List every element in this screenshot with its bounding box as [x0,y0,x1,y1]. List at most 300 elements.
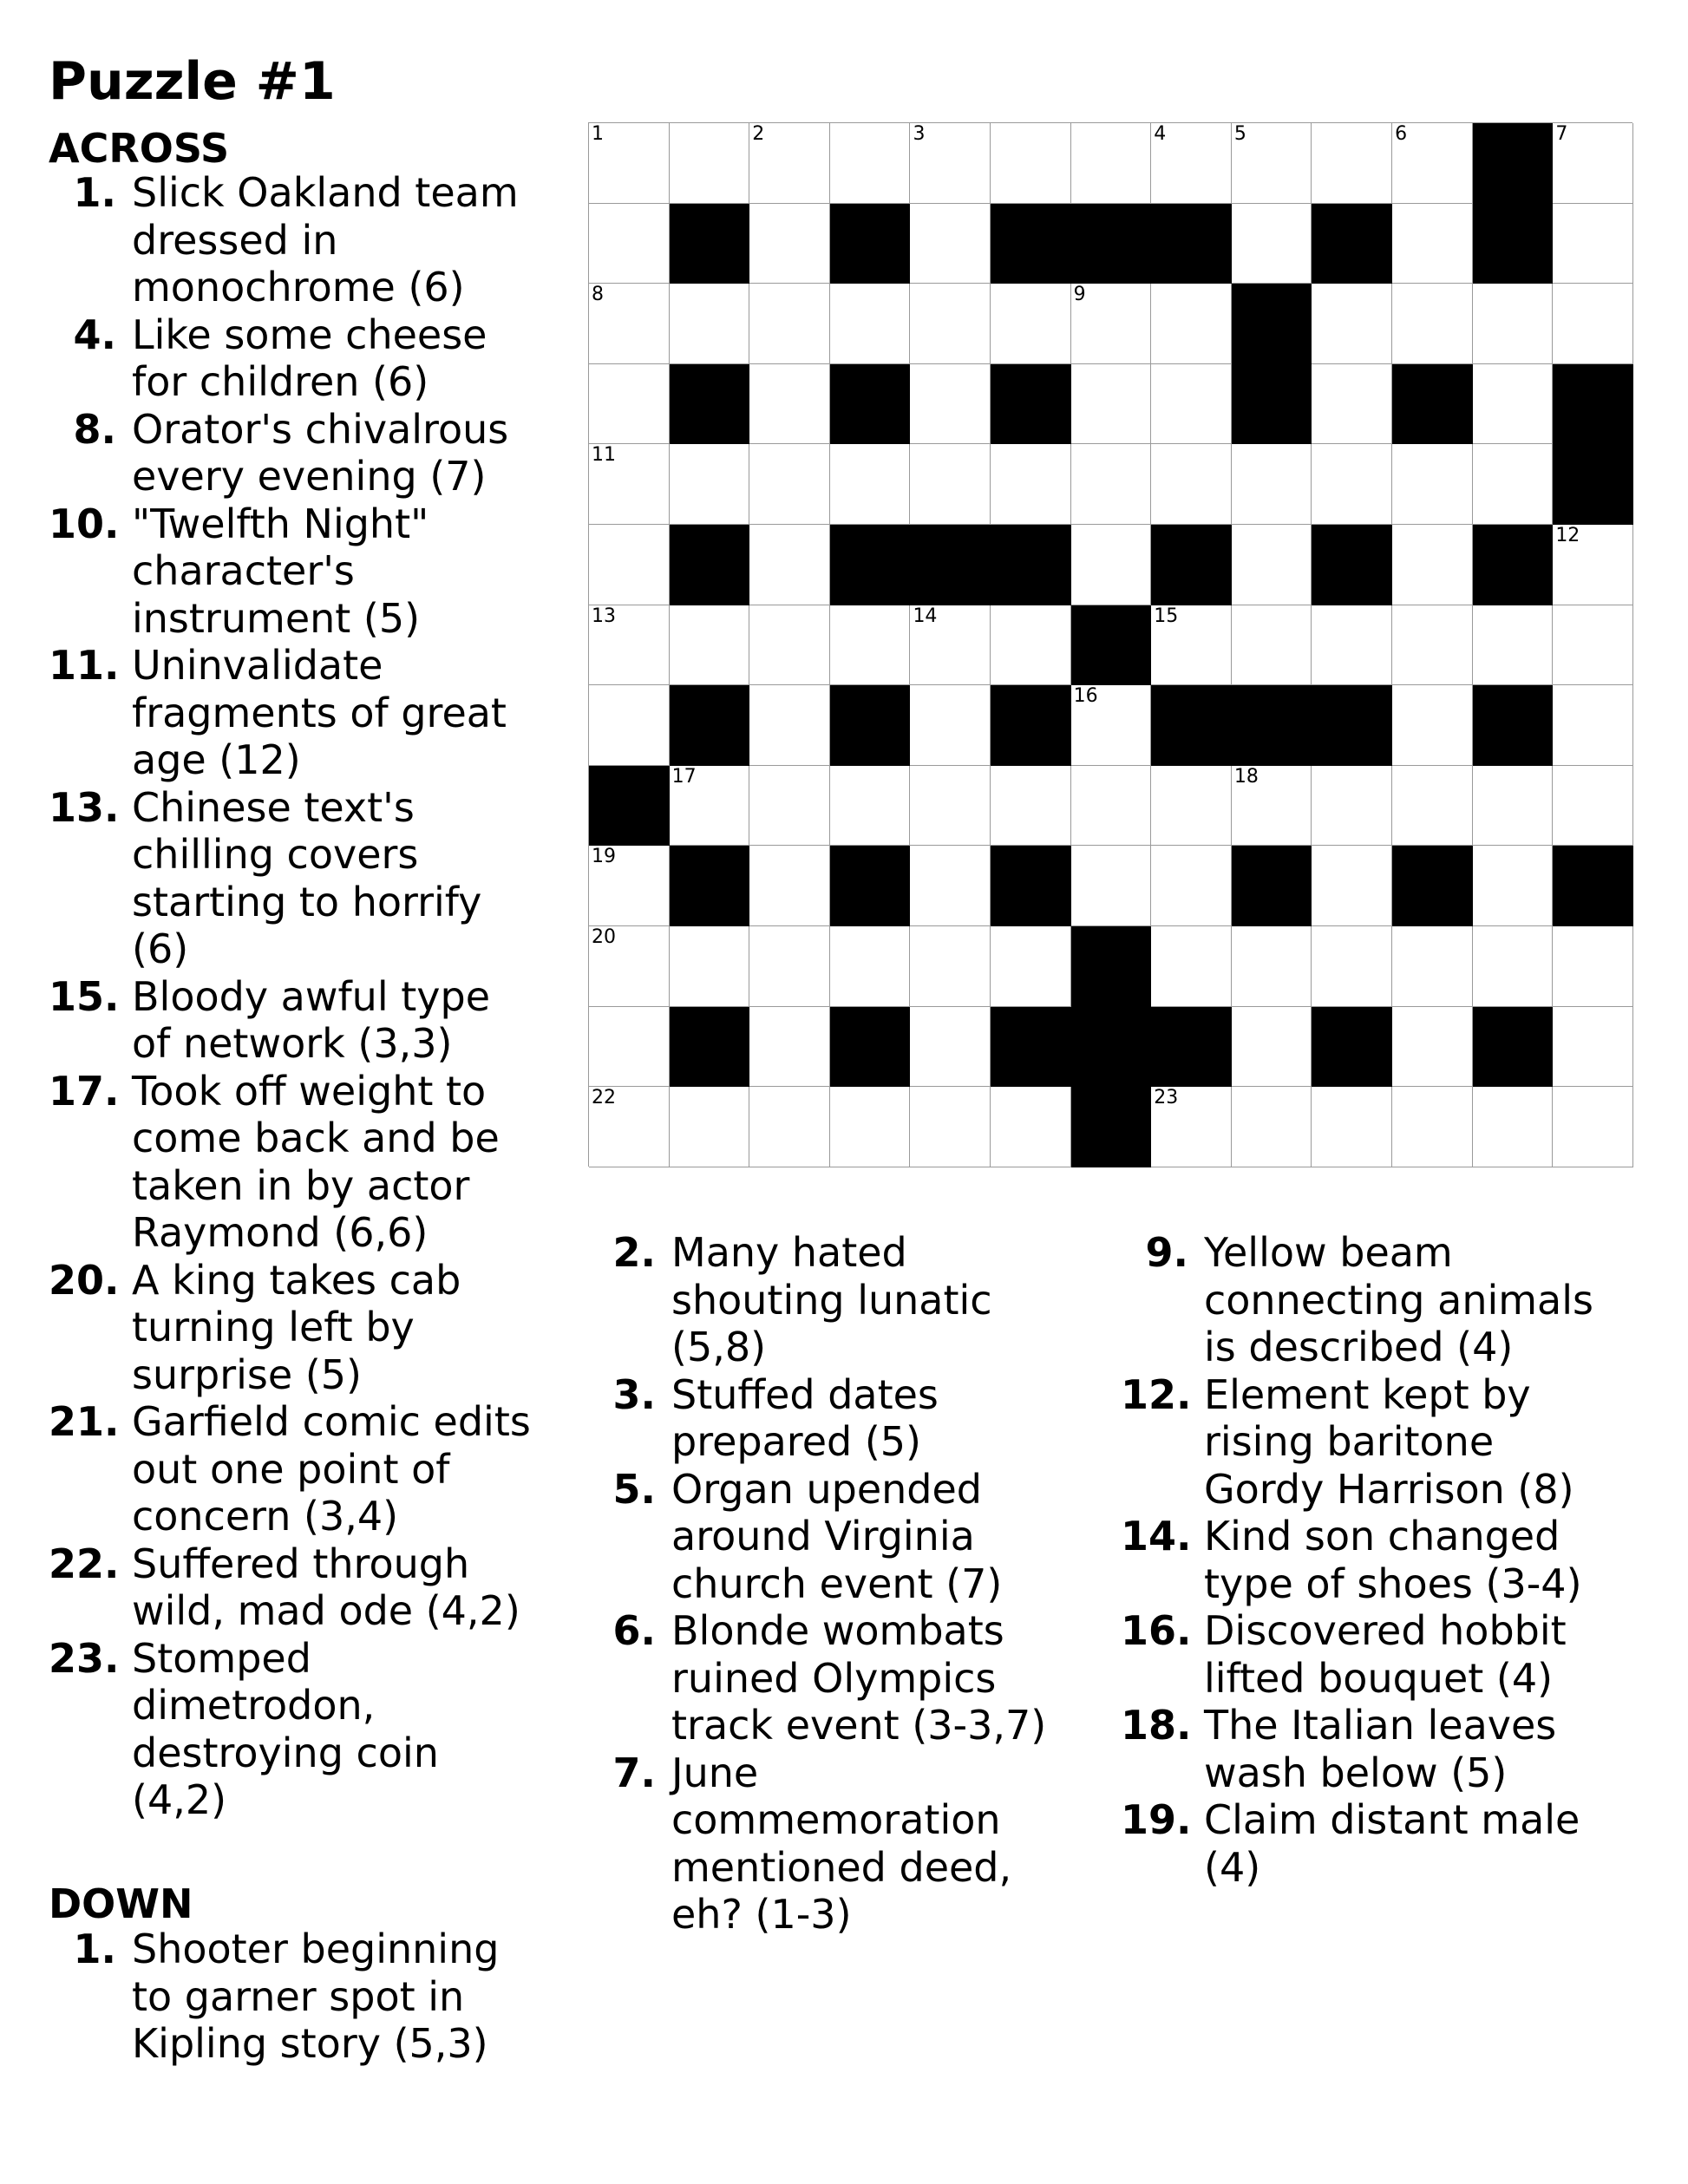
grid-cell[interactable] [1392,1087,1473,1167]
grid-cell[interactable] [1553,204,1633,284]
clue-text-line: out one point of [132,1445,450,1493]
clue-text-line: come back and be [132,1115,500,1161]
across-heading: ACROSS [49,125,230,172]
crossword-grid [588,122,1632,1167]
grid-cell[interactable] [1232,926,1312,1007]
grid-cell-block [991,364,1071,445]
grid-cell[interactable] [1473,364,1554,445]
grid-cell-block [1553,444,1633,525]
clue-text-line: Kind son changed [1204,1513,1560,1560]
grid-cell[interactable] [1392,1007,1473,1088]
clue-number: 23. [49,1634,120,1682]
grid-cell[interactable] [1553,1007,1633,1088]
clue-item [49,1257,569,1399]
grid-cell-block [991,204,1071,284]
grid-cell[interactable] [1392,284,1473,364]
clue-item [1121,1607,1676,1702]
grid-cell-block [991,846,1071,926]
grid-cell-block [1473,525,1554,605]
grid-cell[interactable] [670,284,750,364]
grid-cell[interactable] [1151,364,1232,445]
grid-cell[interactable] [749,846,830,926]
clue-text-line: Took off weight to [132,1067,487,1115]
grid-cell[interactable] [749,123,830,204]
grid-cell[interactable] [1232,525,1312,605]
grid-cell-block [1151,525,1232,605]
grid-cell-block [991,1007,1071,1088]
grid-cell-block [1473,204,1554,284]
clue-text-line: A king takes cab [132,1256,461,1304]
cell-number: 12 [1555,525,1580,547]
clue-item [49,1068,569,1257]
clue-text-line: character's [132,547,355,594]
cell-number: 2 [752,123,765,145]
clue-text-line: around Virginia [671,1513,975,1560]
clue-item [49,311,569,406]
cell-number: 13 [592,605,616,627]
grid-cell[interactable] [1473,1087,1554,1167]
grid-cell-block [1553,846,1633,926]
clue-text-line: is described (4) [1204,1324,1514,1370]
grid-cell[interactable] [589,685,670,766]
grid-cell[interactable] [910,444,991,525]
grid-cell-block [1473,123,1554,204]
clue-text-line: wild, mad ode (4,2) [132,1587,520,1634]
grid-cell[interactable] [910,766,991,847]
clue-text-line: to garner spot in [132,1972,465,2020]
cell-number: 19 [592,846,616,868]
clue-text-line: Kipling story (5,3) [132,2020,488,2067]
clue-text-line: Organ upended [671,1465,982,1513]
grid-cell[interactable] [910,123,991,204]
grid-cell[interactable] [910,605,991,686]
grid-cell-block [1151,1007,1232,1088]
clue-text-line: (4) [1204,1843,1261,1891]
clue-item [49,973,569,1068]
grid-cell[interactable] [589,846,670,926]
grid-cell-block [1232,846,1312,926]
grid-cell[interactable] [830,1087,911,1167]
clue-item [49,500,569,643]
grid-cell[interactable] [910,846,991,926]
clue-text-line: Suffered through [132,1540,470,1587]
grid-cell[interactable] [830,123,911,204]
grid-cell[interactable] [910,1007,991,1088]
grid-cell-block [1392,846,1473,926]
cell-number: 18 [1233,765,1259,788]
grid-cell[interactable] [1071,284,1152,364]
grid-cell-block [1232,364,1312,445]
cell-number: 7 [1555,123,1568,145]
grid-cell[interactable] [749,444,830,525]
grid-cell[interactable] [910,364,991,445]
grid-cell-block [1232,685,1312,766]
clue-text-line: of network (3,3) [132,1020,453,1067]
clue-text-line: The Italian leaves [1204,1702,1557,1749]
clue-text-line: Uninvalidate [132,642,383,689]
clue-number: 11. [49,642,120,689]
clue-item [588,1466,1109,1608]
grid-cell-block [830,685,911,766]
clue-number: 13. [49,783,120,831]
grid-cell-block [1473,685,1554,766]
clue-number: 19. [1121,1796,1192,1843]
grid-cell-block [670,846,750,926]
grid-cell[interactable] [991,605,1071,686]
clue-text-line: taken in by actor [132,1161,470,1209]
clue-number: 16. [1121,1607,1192,1654]
clue-text-line: Many hated [671,1229,907,1276]
cell-number: 15 [1154,605,1179,627]
grid-cell[interactable] [991,284,1071,364]
grid-cell-block [1312,525,1392,605]
clue-text-line: Raymond (6,6) [132,1209,429,1256]
grid-cell[interactable] [589,926,670,1007]
grid-cell-block [830,204,911,284]
clue-item [49,1540,569,1635]
clue-text-line: Claim distant male [1204,1796,1580,1843]
clue-text-line: Blonde wombats [671,1607,1004,1654]
grid-cell-block [1312,204,1392,284]
grid-cell[interactable] [589,284,670,364]
grid-cell-block [670,364,750,445]
clue-text-line: Bloody awful type [132,972,490,1020]
grid-cell[interactable] [1312,926,1392,1007]
grid-cell[interactable] [1473,846,1554,926]
clue-text-line: turning left by [132,1304,415,1350]
cell-number: 10 [1233,284,1259,306]
grid-cell-block [670,685,750,766]
grid-cell[interactable] [1071,685,1152,766]
grid-cell-block [670,1007,750,1088]
grid-cell[interactable] [991,766,1071,847]
grid-cell[interactable] [749,766,830,847]
clue-item [49,1926,569,2068]
grid-cell[interactable] [1232,204,1312,284]
grid-cell[interactable] [589,525,670,605]
grid-cell[interactable] [749,1007,830,1088]
clue-text-line: Stomped [132,1634,311,1682]
grid-cell[interactable] [1553,525,1633,605]
grid-cell[interactable] [1392,926,1473,1007]
clue-text-line: Chinese text's [132,783,415,831]
grid-cell[interactable] [670,444,750,525]
clue-number: 9. [1145,1229,1188,1276]
clue-text-line: commemoration [671,1796,1001,1843]
grid-cell[interactable] [589,123,670,204]
grid-cell[interactable] [589,605,670,686]
grid-cell[interactable] [749,284,830,364]
grid-cell[interactable] [830,766,911,847]
clue-text-line: monochrome (6) [132,264,465,311]
down-clue-list-col2 [588,1229,1109,1939]
grid-cell[interactable] [1151,766,1232,847]
clue-text-line: Garfield comic edits [132,1398,531,1445]
grid-cell[interactable] [1392,605,1473,686]
clue-text-line: "Twelfth Night" [132,500,429,547]
grid-cell[interactable] [1312,444,1392,525]
grid-cell[interactable] [1312,123,1392,204]
clue-text-line: (6) [132,925,189,972]
clue-number: 17. [49,1067,120,1115]
grid-cell[interactable] [589,444,670,525]
grid-cell[interactable] [1553,123,1633,204]
grid-cell[interactable] [830,444,911,525]
clue-text-line: June [671,1749,759,1796]
cell-number: 3 [913,123,926,145]
clue-item [1121,1371,1676,1514]
grid-cell[interactable] [1312,1087,1392,1167]
grid-cell[interactable] [1392,525,1473,605]
clue-item [1121,1702,1676,1796]
grid-cell[interactable] [749,926,830,1007]
clue-text-line: chilling covers [132,831,419,878]
clue-text-line: for children (6) [132,358,429,405]
grid-cell[interactable] [1151,1087,1232,1167]
grid-cell[interactable] [1151,444,1232,525]
grid-cell[interactable] [589,204,670,284]
grid-cell[interactable] [1312,364,1392,445]
clue-text-line: Orator's chivalrous [132,405,509,453]
grid-cell[interactable] [1392,685,1473,766]
grid-cell-block [1473,1007,1554,1088]
grid-cell[interactable] [670,926,750,1007]
clue-number: 12. [1121,1370,1192,1418]
clue-text-line: Element kept by [1204,1370,1531,1418]
grid-cell[interactable] [1232,444,1312,525]
clue-text-line: fragments of great [132,689,507,736]
grid-cell[interactable] [830,605,911,686]
grid-cell[interactable] [749,364,830,445]
grid-cell[interactable] [670,1087,750,1167]
grid-cell[interactable] [749,605,830,686]
grid-cell[interactable] [910,204,991,284]
grid-cell[interactable] [1312,766,1392,847]
grid-cell[interactable] [749,1087,830,1167]
clue-text-line: destroying coin [132,1729,439,1776]
grid-cell[interactable] [991,1087,1071,1167]
clue-text-line: connecting animals [1204,1276,1593,1324]
cell-number: 16 [1073,685,1098,708]
clue-text-line: (4,2) [132,1776,227,1823]
clue-text-line: Gordy Harrison (8) [1204,1465,1574,1513]
clue-text-line: mentioned deed, [671,1843,1012,1891]
clue-text-line: concern (3,4) [132,1493,399,1540]
clue-number: 6. [612,1607,656,1654]
clue-number: 14. [1121,1513,1192,1560]
cell-number: 22 [592,1087,616,1109]
grid-cell[interactable] [1312,846,1392,926]
grid-cell[interactable] [830,284,911,364]
grid-cell[interactable] [1473,926,1554,1007]
clue-item [588,1607,1109,1749]
clue-item [588,1229,1109,1371]
clue-text-line: Shooter beginning [132,1926,500,1972]
grid-cell[interactable] [1312,605,1392,686]
grid-cell[interactable] [1232,123,1312,204]
clue-text-line: Slick Oakland team [132,169,519,216]
grid-cell[interactable] [1312,284,1392,364]
puzzle-title: Puzzle #1 [49,51,336,112]
grid-cell[interactable] [1553,685,1633,766]
clue-text-line: eh? (1-3) [671,1891,852,1938]
cell-number: 6 [1395,123,1408,145]
grid-cell[interactable] [670,605,750,686]
grid-cell[interactable] [991,123,1071,204]
clue-item [49,1635,569,1824]
grid-cell[interactable] [589,364,670,445]
grid-cell[interactable] [749,525,830,605]
clue-text-line: dimetrodon, [132,1682,376,1729]
clue-number: 20. [49,1256,120,1304]
cell-number: 4 [1154,123,1167,145]
grid-cell[interactable] [1232,605,1312,686]
clue-text-line: Discovered hobbit [1204,1607,1567,1654]
clue-item [49,1398,569,1540]
clue-number: 3. [612,1370,656,1418]
grid-cell[interactable] [1473,605,1554,686]
clue-text-line: Like some cheese [132,311,487,358]
clue-item [49,642,569,784]
grid-cell[interactable] [910,284,991,364]
grid-cell-block [1392,364,1473,445]
grid-cell[interactable] [1232,766,1312,847]
grid-cell[interactable] [1232,1087,1312,1167]
grid-cell-block [1553,364,1633,445]
grid-cell-block [830,364,911,445]
grid-cell[interactable] [1392,123,1473,204]
grid-cell[interactable] [1071,846,1152,926]
grid-cell[interactable] [1071,766,1152,847]
clue-text-line: church event (7) [671,1560,1003,1607]
grid-cell[interactable] [991,926,1071,1007]
grid-cell[interactable] [1151,605,1232,686]
grid-cell-block [1071,605,1152,686]
grid-cell[interactable] [910,1087,991,1167]
grid-cell[interactable] [749,685,830,766]
grid-cell[interactable] [1151,284,1232,364]
clue-text-line: ruined Olympics [671,1654,997,1702]
cell-number: 9 [1073,284,1086,306]
clue-item [1121,1513,1676,1607]
clue-text-line: surprise (5) [132,1350,362,1398]
clue-text-line: track event (3-3,7) [671,1702,1047,1749]
grid-cell-block [991,525,1071,605]
grid-cell-block [670,204,750,284]
grid-cell[interactable] [1392,444,1473,525]
grid-cell[interactable] [1151,846,1232,926]
clue-number: 5. [612,1465,656,1513]
grid-cell[interactable] [1071,123,1152,204]
grid-cell-block [1071,204,1152,284]
grid-cell[interactable] [1553,766,1633,847]
clue-number: 10. [49,500,120,547]
clue-item [49,169,569,311]
grid-cell[interactable] [1473,444,1554,525]
grid-cell-block [830,1007,911,1088]
grid-cell[interactable] [1473,284,1554,364]
grid-cell-block [830,846,911,926]
grid-cell-block [1151,204,1232,284]
grid-cell[interactable] [1071,364,1152,445]
clue-number: 15. [49,972,120,1020]
grid-cell-block [1151,685,1232,766]
grid-cell[interactable] [910,926,991,1007]
grid-cell[interactable] [1071,525,1152,605]
clue-text-line: wash below (5) [1204,1749,1508,1796]
cell-number: 21 [1073,926,1098,949]
clue-text-line: type of shoes (3-4) [1204,1560,1582,1607]
clue-number: 21. [49,1398,120,1445]
clue-text-line: prepared (5) [671,1418,921,1465]
clue-text-line: dressed in [132,216,338,264]
cell-number: 1 [592,123,604,145]
grid-cell[interactable] [1392,766,1473,847]
cell-number: 8 [592,284,604,306]
grid-cell[interactable] [1232,1007,1312,1088]
cell-number: 20 [592,926,616,949]
grid-cell[interactable] [1553,1087,1633,1167]
clue-text-line: (5,8) [671,1324,767,1370]
clue-item [1121,1229,1676,1371]
grid-cell-block [1312,685,1392,766]
clue-text-line: age (12) [132,736,301,783]
grid-cell[interactable] [991,444,1071,525]
grid-cell[interactable] [1151,926,1232,1007]
grid-cell[interactable] [670,766,750,847]
grid-cell[interactable] [1071,444,1152,525]
grid-cell[interactable] [910,685,991,766]
grid-cell-block [670,525,750,605]
grid-cell[interactable] [1473,766,1554,847]
cell-number: 23 [1154,1087,1179,1109]
across-clue-list [49,169,569,1824]
clue-item [49,784,569,973]
grid-cell-block [910,525,991,605]
grid-cell-block [1071,926,1152,1007]
grid-cell-block [1071,1007,1152,1088]
clue-text-line: shouting lunatic [671,1276,992,1324]
clue-number: 22. [49,1540,120,1587]
grid-cell-block [1232,284,1312,364]
clue-item [1121,1796,1676,1891]
clue-number: 18. [1121,1702,1192,1749]
grid-cell[interactable] [1553,926,1633,1007]
grid-cell[interactable] [1553,284,1633,364]
grid-cell[interactable] [1553,605,1633,686]
clue-text-line: Stuffed dates [671,1370,939,1418]
clue-text-line: instrument (5) [132,594,421,642]
down-clue-list-col3 [1121,1229,1676,1891]
grid-cell[interactable] [749,204,830,284]
clue-number: 1. [73,1926,116,1972]
clue-item [588,1371,1109,1466]
grid-cell[interactable] [1392,204,1473,284]
grid-cell[interactable] [830,926,911,1007]
grid-cell[interactable] [589,1087,670,1167]
grid-cell[interactable] [670,123,750,204]
grid-cell[interactable] [1151,123,1232,204]
cell-number: 14 [913,605,938,627]
grid-cell[interactable] [589,1007,670,1088]
grid-cell-block [1071,1087,1152,1167]
clue-text-line: Yellow beam [1204,1229,1453,1276]
clue-text-line: starting to horrify [132,878,482,925]
grid-cell-block [830,525,911,605]
clue-item [588,1749,1109,1939]
grid-cell-block [589,766,670,847]
clue-item [49,406,569,500]
